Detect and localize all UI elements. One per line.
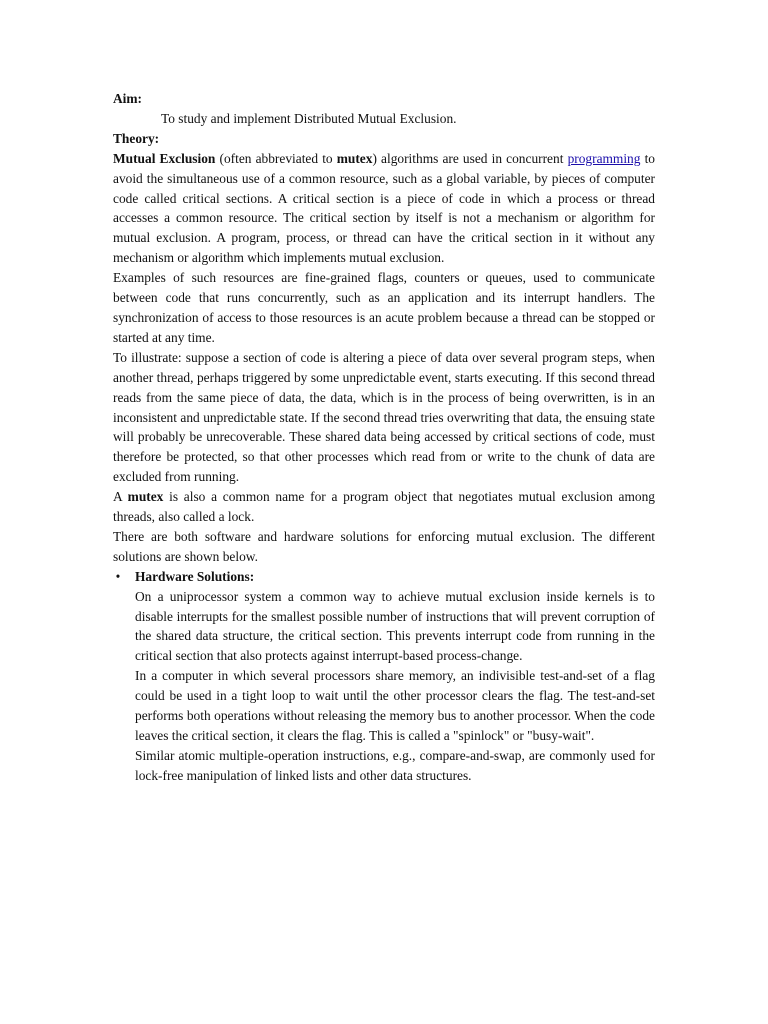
theory-paragraph-5: There are both software and hardware solutions for enforcing mutual exclusion. The different solutions are shown below. [113,528,655,564]
hardware-paragraph-1: On a uniprocessor system a common way to achieve mutual exclusion inside kernels is to disable interrupts for the smallest possible number of instructions that will prevent corruption of the shared data structure, the critical section. This prevents interrupt code from running in the critical section that also protects against interrupt-based process-change. [135,588,655,664]
aim-text: To study and implement Distributed Mutual Exclusion. [161,110,457,126]
theory-heading: Theory: [113,130,160,146]
solutions-list [113,567,655,786]
programming-link[interactable]: programming [567,150,641,166]
theory-paragraph-1: Mutual Exclusion (often abbreviated to mutex) algorithms are used in concurrent programming to avoid the simultaneous use of a common resource, such as a global variable, by pieces of computer code called critical sections. A critical section is a piece of code in which a process or thread accesses a common resource. The critical section by itself is not a mechanism or algorithm for mutual exclusion. A program, process, or thread can have the critical section in it without any mechanism or algorithm which implements mutual exclusion. [113,150,656,266]
theory-paragraph-4: A mutex is also a common name for a program object that negotiates mutual exclusion among threads, also called a lock. [113,489,655,525]
mutex-term: mutex [127,489,164,505]
hardware-paragraph-3: Similar atomic multiple-operation instructions, e.g., compare-and-swap, are commonly used for lock-free manipulation of linked lists and other data structures. [135,747,655,783]
hardware-solutions-heading: Hardware Solutions: [135,568,255,584]
document-body [113,89,655,786]
bullet-icon: • [115,568,121,584]
hardware-solutions-item [113,567,655,786]
mutex-abbr: mutex [336,150,373,166]
mutual-exclusion-term: Mutual Exclusion [113,150,216,166]
theory-paragraph-3: To illustrate: suppose a section of code is altering a piece of data over several program steps, when another thread, perhaps triggered by some unpredictable event, starts executing. If this second thread reads from the same piece of data, the data, which is in the process of being overwritten, is in an inconsistent and unpredictable state. If the second thread tries overwriting that data, the ensuing state will probably be unrecoverable. These shared data being accessed by critical sections of code, must therefore be protected, so that other processes which read from or write to the chunk of data are excluded from running. [113,349,655,485]
theory-paragraph-2: Examples of such resources are fine-grained flags, counters or queues, used to communicate between code that runs concurrently, such as an application and its interrupt handlers. The synchronization of access to those resources is an acute problem because a thread can be stopped or started at any time. [113,270,655,345]
aim-heading: Aim: [113,91,143,106]
hardware-paragraph-2: In a computer in which several processors share memory, an indivisible test-and-set of a flag could be used in a tight loop to wait until the other processor clears the flag. The test-and-set performs both operations without releasing the memory bus to another processor. When the code leaves the critical section, it clears the flag. This is called a "spinlock" or "busy-wait". [135,668,655,743]
